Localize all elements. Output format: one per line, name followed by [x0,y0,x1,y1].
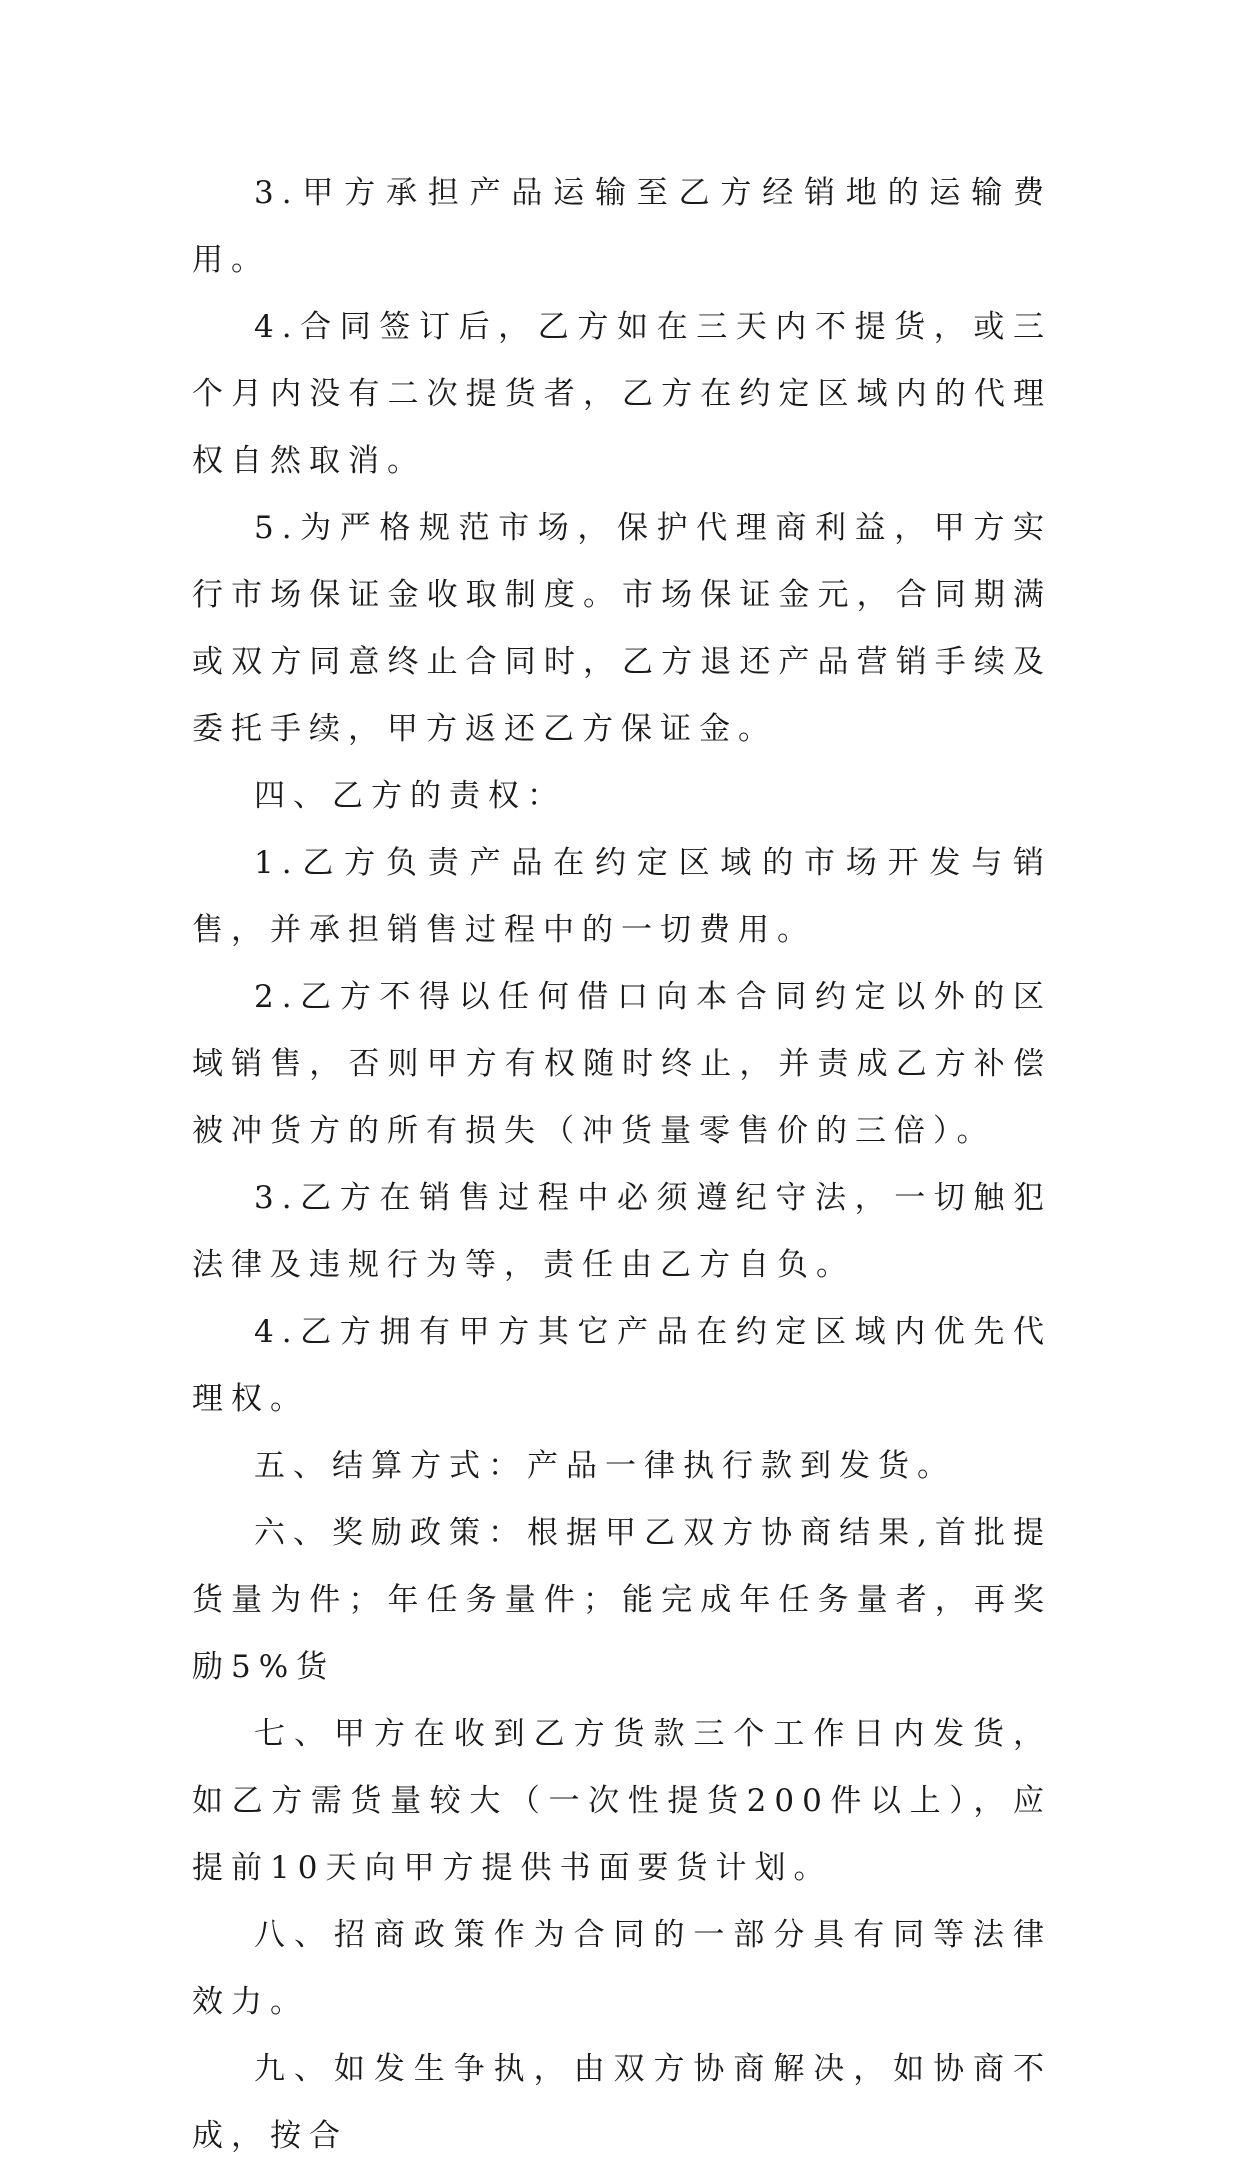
section-settlement: 五、结算方式：产品一律执行款到发货。 [254,1448,956,1484]
paragraph-clause-3: 3.甲方承担产品运输至乙方经销地的运输费用。 [192,175,1052,278]
paragraph-party-b-4: 4.乙方拥有甲方其它产品在约定区域内优先代理权。 [192,1314,1052,1417]
section-dispute: 九、如发生争执，由双方协商解决，如协商不成，按合 [192,2051,1052,2154]
paragraph-party-b-2: 2.乙方不得以任何借口向本合同约定以外的区域销售，否则甲方有权随时终止，并责成乙方补偿被冲货方的所有损失（冲货量零售价的三倍）。 [192,979,1052,1149]
document-body [192,160,1052,2170]
paragraph-party-b-3: 3.乙方在销售过程中必须遵纪守法，一切触犯法律及违规行为等，责任由乙方自负。 [192,1180,1052,1283]
paragraph-party-b-1: 1.乙方负责产品在约定区域的市场开发与销售，并承担销售过程中的一切费用。 [192,845,1052,948]
paragraph-clause-4: 4.合同签订后，乙方如在三天内不提货，或三个月内没有二次提货者，乙方在约定区域内的代理权自然取消。 [192,309,1052,479]
section-shipping: 七、甲方在收到乙方货款三个工作日内发货，如乙方需货量较大（一次性提货200件以上），应提前10天向甲方提供书面要货计划。 [192,1716,1052,1886]
paragraph-clause-5: 5.为严格规范市场，保护代理商利益，甲方实行市场保证金收取制度。市场保证金元，合同期满或双方同意终止合同时，乙方退还产品营销手续及委托手续，甲方返还乙方保证金。 [192,510,1052,747]
section-investment-policy: 八、招商政策作为合同的一部分具有同等法律效力。 [192,1917,1052,2020]
section-reward-policy: 六、奖励政策：根据甲乙双方协商结果,首批提货量为件；年任务量件；能完成年任务量者，再奖励5%货 [192,1515,1052,1685]
section-heading-party-b-rights: 四、乙方的责权： [254,778,566,814]
